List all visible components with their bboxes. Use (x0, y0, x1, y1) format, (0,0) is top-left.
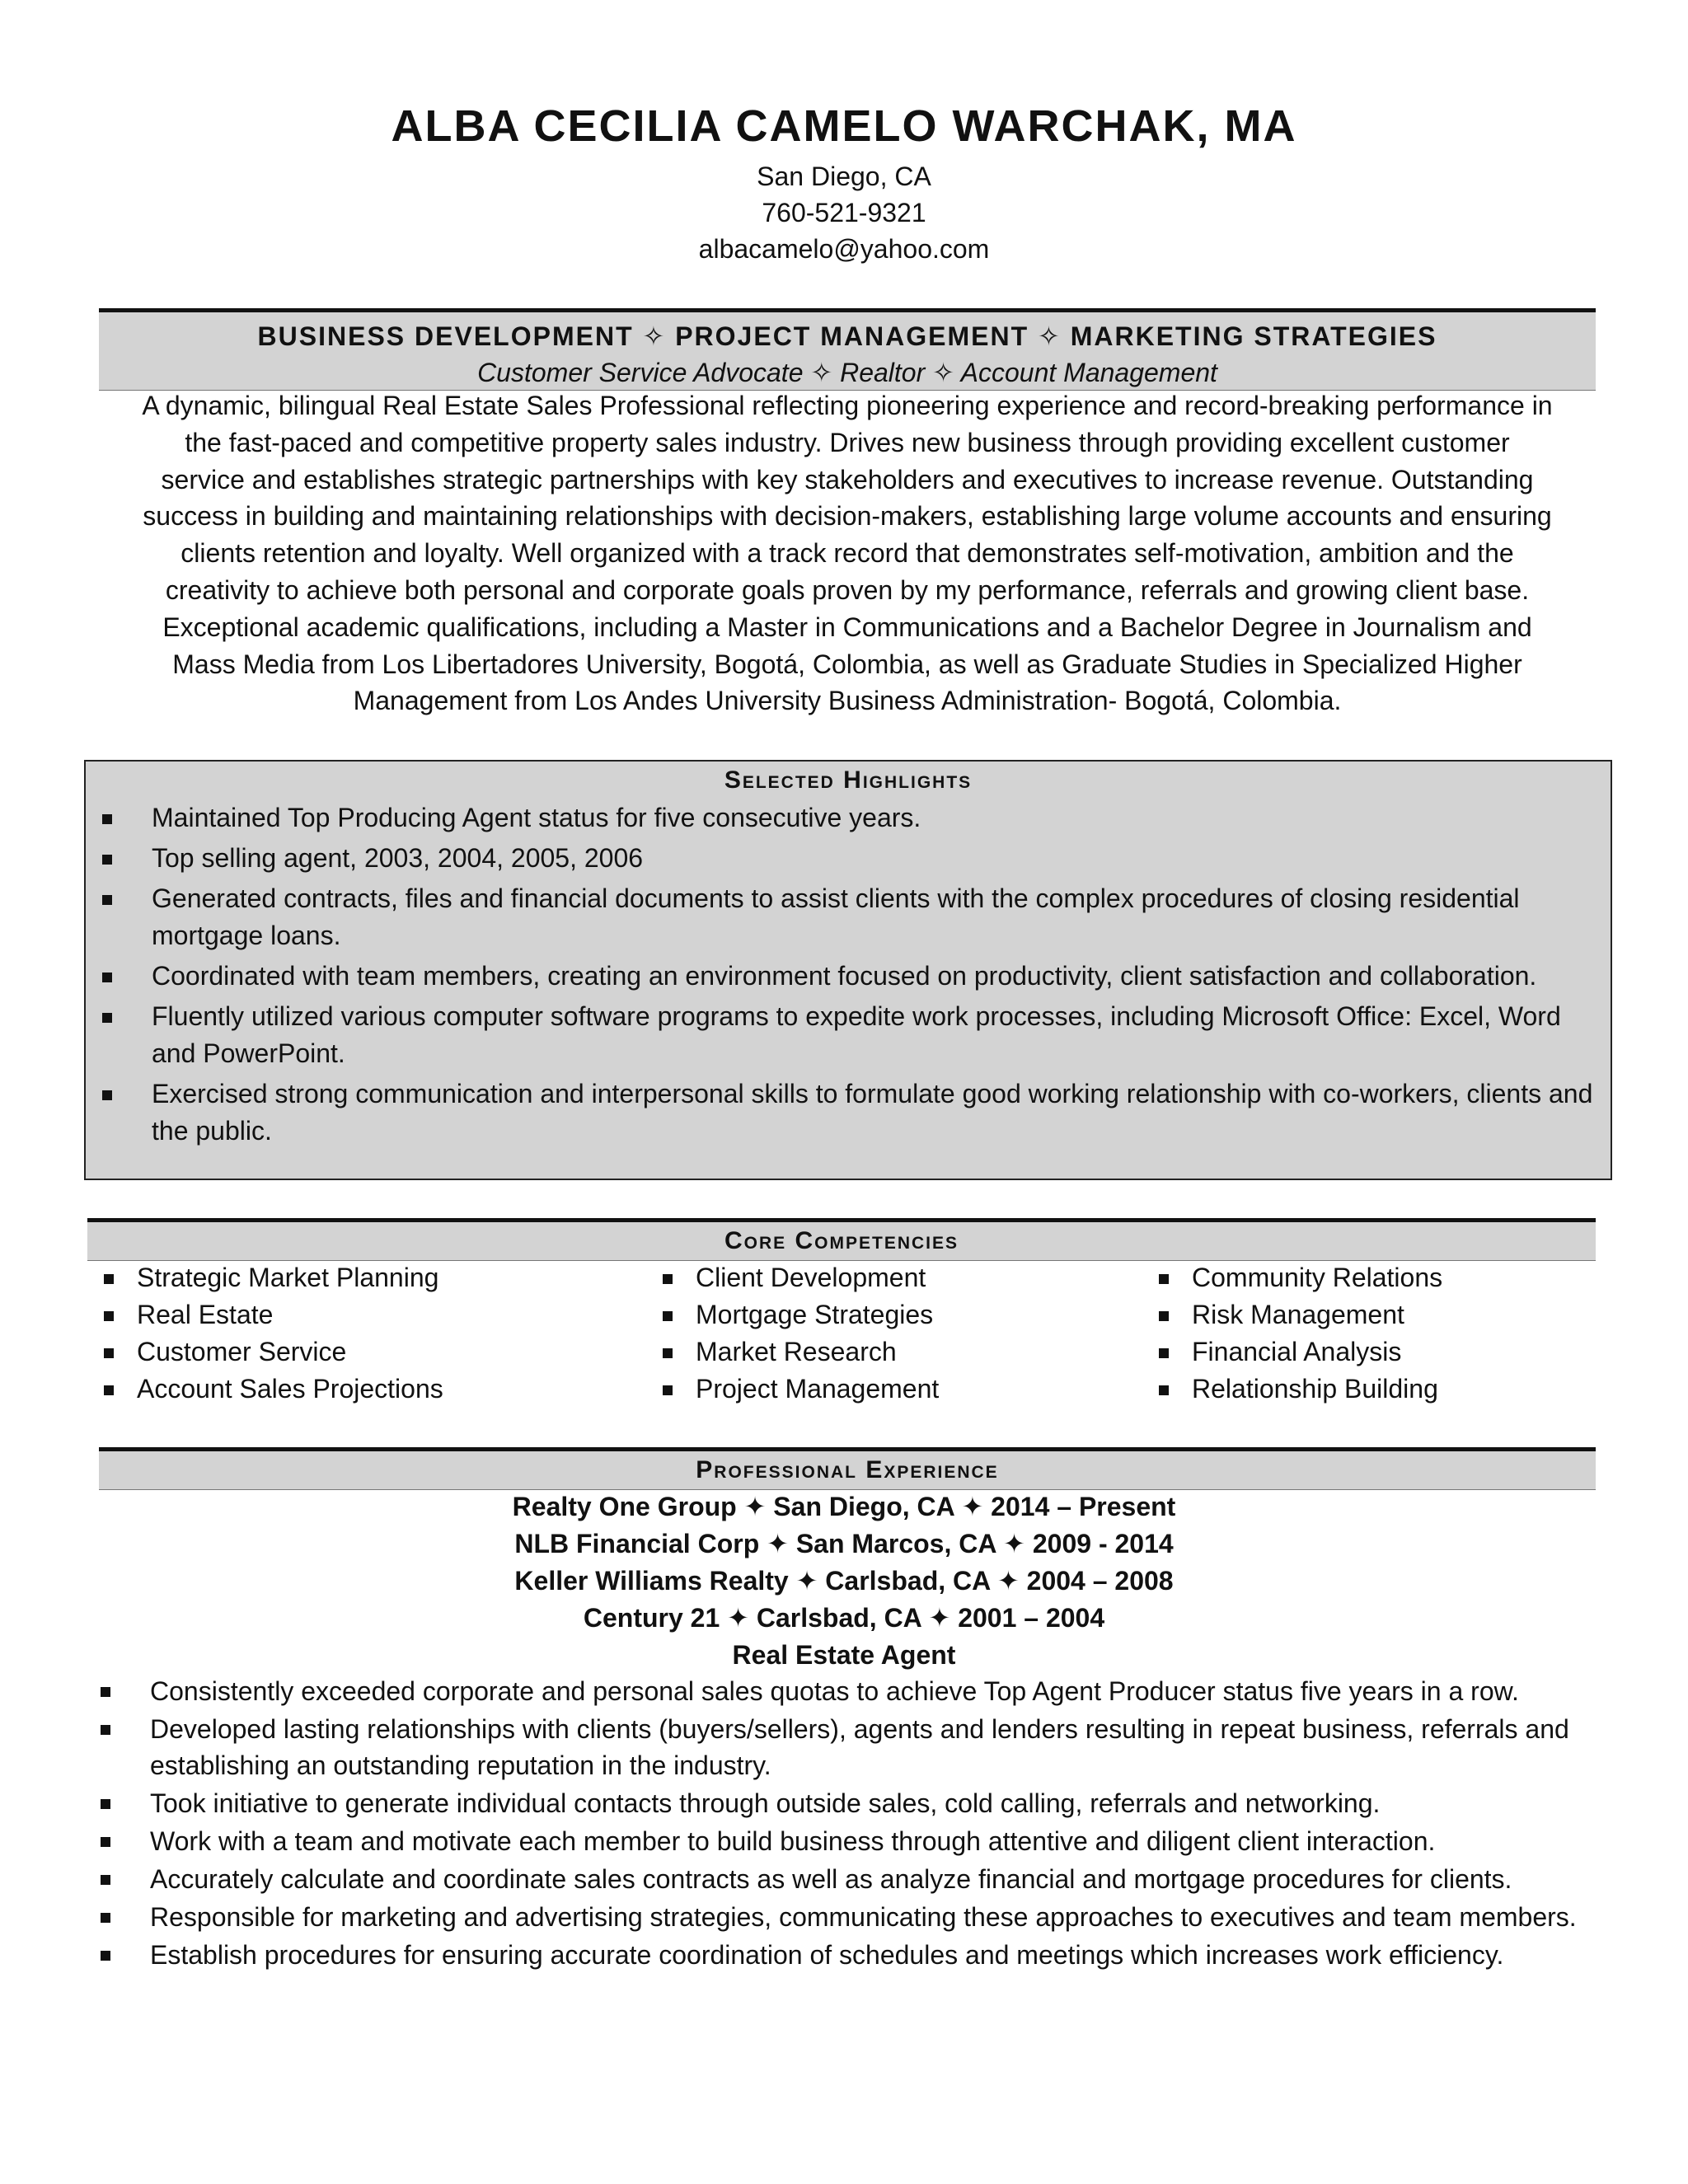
list-item (91, 1899, 1604, 1935)
list-item (91, 1785, 1604, 1821)
competencies-band (87, 1218, 1596, 1261)
email: albacamelo@yahoo.com (698, 234, 990, 264)
list-item (87, 1333, 615, 1371)
highlight-text: Coordinated with team members, creating an environment focused on productivity, client satisfaction and collaboration. (152, 961, 1537, 991)
phone: 760-521-9321 (762, 198, 926, 227)
competency-text: Strategic Market Planning (137, 1263, 439, 1292)
highlight-text: Generated contracts, files and financial documents to assist clients with the complex procedures of closing residential mortgage loans. (152, 883, 1520, 950)
duty-text: Work with a team and motivate each member to build business through attentive and diligent client interaction. (150, 1826, 1436, 1856)
duty-text: Establish procedures for ensuring accurate coordination of schedules and meetings which increases work efficiency. (150, 1940, 1504, 1970)
job-role: Real Estate Agent (732, 1640, 956, 1670)
square-bullet-icon (104, 1348, 114, 1358)
square-bullet-icon (101, 1725, 110, 1735)
job-entry: Keller Williams Realty ✦ Carlsbad, CA ✦ 2004 – 2008 (514, 1566, 1174, 1596)
tagline-primary: BUSINESS DEVELOPMENT ✧ PROJECT MANAGEMENT ✧ MARKETING STRATEGIES (257, 321, 1437, 351)
competency-text: Project Management (696, 1374, 940, 1404)
experience-duties (91, 1673, 1604, 1975)
competencies-title: Core Competencies (724, 1227, 959, 1254)
competency-text: Risk Management (1192, 1300, 1404, 1329)
square-bullet-icon (663, 1385, 673, 1395)
duty-text: Consistently exceeded corporate and personal sales quotas to achieve Top Agent Producer status five years in a row. (150, 1676, 1519, 1706)
job-entry: Century 21 ✦ Carlsbad, CA ✦ 2001 – 2004 (583, 1603, 1105, 1633)
square-bullet-icon (101, 1799, 110, 1809)
experience-band (99, 1447, 1596, 1490)
list-item (86, 1076, 1611, 1150)
list-item (91, 1673, 1604, 1709)
square-bullet-icon (101, 1951, 110, 1961)
highlight-text: Fluently utilized various computer software programs to expedite work processes, including Microsoft Office: Excel, Word and PowerPoint. (152, 1001, 1561, 1068)
summary-line: the fast-paced and competitive property sales industry. Drives new business through providing excellent customer (185, 427, 1510, 457)
square-bullet-icon (104, 1385, 114, 1395)
square-bullet-icon (101, 1837, 110, 1847)
square-bullet-icon (102, 1013, 112, 1023)
competency-text: Mortgage Strategies (696, 1300, 934, 1329)
job-entry: Realty One Group ✦ San Diego, CA ✦ 2014 – Present (512, 1492, 1176, 1521)
competency-text: Customer Service (137, 1337, 347, 1366)
summary-line: creativity to achieve both personal and corporate goals proven by my performance, referrals and growing client base. (165, 574, 1530, 605)
square-bullet-icon (102, 972, 112, 982)
list-item (646, 1371, 1141, 1408)
list-item (86, 840, 1611, 877)
competency-text: Client Development (696, 1263, 926, 1292)
competency-text: Relationship Building (1192, 1374, 1438, 1404)
summary-line: service and establishes strategic partnerships with key stakeholders and executives to increase revenue. Outstanding (161, 464, 1534, 494)
highlights-title: Selected Highlights (724, 766, 973, 794)
list-item (1142, 1333, 1604, 1371)
job-list (0, 1488, 1688, 1674)
list-item (87, 1259, 615, 1296)
list-item (86, 799, 1611, 837)
list-item (646, 1296, 1141, 1333)
list-item (91, 1861, 1604, 1897)
square-bullet-icon (663, 1348, 673, 1358)
square-bullet-icon (104, 1311, 114, 1321)
square-bullet-icon (663, 1311, 673, 1321)
duty-text: Responsible for marketing and advertising strategies, communicating these approaches to executives and team members. (150, 1902, 1577, 1932)
square-bullet-icon (663, 1274, 673, 1284)
competency-text: Account Sales Projections (137, 1374, 443, 1404)
summary (91, 387, 1604, 719)
square-bullet-icon (1159, 1385, 1169, 1395)
square-bullet-icon (101, 1875, 110, 1885)
summary-line: Exceptional academic qualifications, including a Master in Communications and a Bachelor Degree in Journalism and (162, 612, 1532, 642)
duty-text: Developed lasting relationships with clients (buyers/sellers), agents and lenders resulting in repeat business, referrals and establishing an outstanding reputation in the industry. (150, 1714, 1569, 1780)
square-bullet-icon (1159, 1311, 1169, 1321)
job-entry: NLB Financial Corp ✦ San Marcos, CA ✦ 2009 - 2014 (514, 1529, 1174, 1558)
summary-line: success in building and maintaining relationships with decision-makers, establishing large volume accounts and ensuring (143, 501, 1552, 532)
highlight-text: Exercised strong communication and interpersonal skills to formulate good working relationship with co-workers, clients and the public. (152, 1079, 1593, 1146)
list-item (87, 1371, 615, 1408)
square-bullet-icon (1159, 1348, 1169, 1358)
list-item (1142, 1371, 1604, 1408)
square-bullet-icon (104, 1274, 114, 1284)
competency-text: Financial Analysis (1192, 1337, 1402, 1366)
duty-text: Accurately calculate and coordinate sales contracts as well as analyze financial and mortgage procedures for clients. (150, 1864, 1512, 1894)
experience-title: Professional Experience (696, 1456, 999, 1483)
list-item (86, 958, 1611, 995)
list-item (91, 1823, 1604, 1859)
square-bullet-icon (102, 895, 112, 905)
square-bullet-icon (1159, 1274, 1169, 1284)
competencies-column-2 (646, 1259, 1141, 1408)
highlights-list (86, 799, 1611, 1153)
competencies-column-3 (1142, 1259, 1604, 1408)
list-item (86, 880, 1611, 954)
list-item (91, 1937, 1604, 1973)
list-item (87, 1296, 615, 1333)
summary-line: A dynamic, bilingual Real Estate Sales Professional reflecting pioneering experience and record-breaking performance in (142, 391, 1553, 420)
competencies-column-1 (87, 1259, 615, 1408)
square-bullet-icon (102, 814, 112, 824)
summary-line: Mass Media from Los Libertadores University, Bogotá, Colombia, as well as Graduate Studies in Specialized Higher (172, 649, 1522, 679)
highlight-text: Top selling agent, 2003, 2004, 2005, 2006 (152, 843, 644, 873)
location: San Diego, CA (757, 162, 931, 191)
square-bullet-icon (101, 1687, 110, 1697)
highlight-text: Maintained Top Producing Agent status for five consecutive years. (152, 803, 921, 832)
highlights-box (84, 760, 1612, 1180)
list-item (1142, 1259, 1604, 1296)
competency-text: Real Estate (137, 1300, 274, 1329)
tagline-band (99, 308, 1596, 391)
competency-text: Community Relations (1192, 1263, 1443, 1292)
square-bullet-icon (102, 855, 112, 865)
list-item (646, 1333, 1141, 1371)
tagline-secondary: Customer Service Advocate ✧ Realtor ✧ Account Management (477, 358, 1217, 387)
competency-text: Market Research (696, 1337, 897, 1366)
candidate-name: ALBA CECILIA CAMELO WARCHAK, MA (391, 101, 1297, 151)
square-bullet-icon (101, 1913, 110, 1923)
square-bullet-icon (102, 1090, 112, 1100)
list-item (86, 998, 1611, 1072)
summary-line: clients retention and loyalty. Well organized with a track record that demonstrates self-motivation, ambition and the (181, 538, 1514, 569)
list-item (646, 1259, 1141, 1296)
list-item (91, 1711, 1604, 1783)
list-item (1142, 1296, 1604, 1333)
duty-text: Took initiative to generate individual contacts through outside sales, cold calling, referrals and networking. (150, 1788, 1381, 1818)
summary-line: Management from Los Andes University Business Administration- Bogotá, Colombia. (353, 686, 1342, 716)
